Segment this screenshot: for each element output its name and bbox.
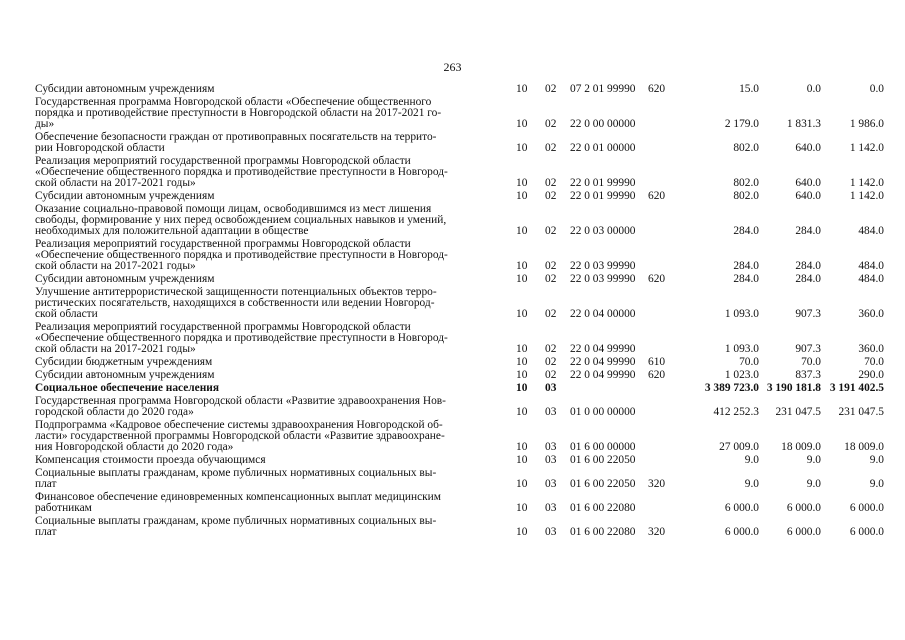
- section-code: 10: [516, 478, 528, 490]
- amount-year-2: 0.0: [806, 83, 821, 95]
- amount-year-3: 9.0: [869, 454, 884, 466]
- row-name-line: ласти» государственной программы Новгородской области «Развитие здравоохране-: [35, 430, 445, 442]
- amount-year-3: 231 047.5: [838, 406, 884, 418]
- amount-year-2: 9.0: [806, 478, 821, 490]
- expense-type-code: 620: [648, 190, 666, 202]
- amount-year-2: 284.0: [795, 225, 821, 237]
- row-name: [35, 156, 513, 189]
- table-row: [35, 238, 884, 272]
- table-row: [35, 286, 884, 320]
- amount-year-1: 9.0: [744, 454, 759, 466]
- amount-year-2: 231 047.5: [775, 406, 821, 418]
- subsection-code: 02: [545, 273, 557, 285]
- row-name-line: «Обеспечение общественного порядка и противодействие преступности в Новгород-: [35, 166, 448, 178]
- section-code: 10: [516, 382, 528, 394]
- table-row: [35, 190, 884, 202]
- expense-type-code: 320: [648, 478, 666, 490]
- amount-year-1: 802.0: [733, 142, 759, 154]
- table-row: [35, 491, 884, 514]
- section-code: 10: [516, 308, 528, 320]
- amount-year-3: 9.0: [869, 478, 884, 490]
- subsection-code: 03: [545, 406, 557, 418]
- amount-year-3: 6 000.0: [849, 526, 884, 538]
- subsection-code: 02: [545, 225, 557, 237]
- row-name: [35, 383, 513, 394]
- amount-year-1: 6 000.0: [724, 502, 759, 514]
- row-name: [35, 468, 513, 490]
- amount-year-1: 2 179.0: [724, 118, 759, 130]
- amount-year-2: 640.0: [795, 142, 821, 154]
- row-name-line: ской области на 2017-2021 годы»: [35, 343, 196, 355]
- amount-year-3: 360.0: [858, 308, 884, 320]
- target-article-code: 01 6 00 22080: [570, 502, 636, 514]
- amount-year-2: 284.0: [795, 260, 821, 272]
- row-name: [35, 132, 513, 154]
- amount-year-2: 6 000.0: [786, 502, 821, 514]
- amount-year-2: 9.0: [806, 454, 821, 466]
- amount-year-2: 284.0: [795, 273, 821, 285]
- row-name-line: ния Новгородской области до 2020 года»: [35, 441, 234, 453]
- amount-year-1: 1 023.0: [724, 369, 759, 381]
- amount-year-1: 1 093.0: [724, 308, 759, 320]
- row-name-line: городской области до 2020 года»: [35, 406, 194, 418]
- row-name-line: ристических посягательств, находящихся в собственности или ведении Новгород-: [35, 297, 435, 309]
- section-code: 10: [516, 454, 528, 466]
- amount-year-2: 1 831.3: [786, 118, 821, 130]
- target-article-code: 22 0 03 99990: [570, 260, 636, 272]
- row-name-line: ской области на 2017-2021 годы»: [35, 260, 196, 272]
- row-name: [35, 516, 513, 538]
- row-name-line: работникам: [35, 502, 92, 514]
- target-article-code: 22 0 01 00000: [570, 142, 636, 154]
- table-row: [35, 96, 884, 130]
- section-code: 10: [516, 118, 528, 130]
- target-article-code: 22 0 04 99990: [570, 356, 636, 368]
- amount-year-1: 27 009.0: [719, 441, 759, 453]
- amount-year-2: 837.3: [795, 369, 821, 381]
- row-name: [35, 396, 513, 418]
- section-code: 10: [516, 83, 528, 95]
- expense-type-code: 620: [648, 83, 666, 95]
- section-code: 10: [516, 369, 528, 381]
- target-article-code: 22 0 04 99990: [570, 369, 636, 381]
- amount-year-1: 412 252.3: [713, 406, 759, 418]
- row-name-line: свободы, формирование у них перед освобождением социальных навыков и умений,: [35, 214, 447, 226]
- section-code: 10: [516, 441, 528, 453]
- row-name: [35, 370, 513, 381]
- section-code: 10: [516, 356, 528, 368]
- amount-year-2: 70.0: [801, 356, 821, 368]
- section-code: 10: [516, 260, 528, 272]
- subsection-code: 02: [545, 260, 557, 272]
- subsection-code: 02: [545, 190, 557, 202]
- row-name-line: плат: [35, 478, 57, 490]
- section-code: 10: [516, 502, 528, 514]
- table-row: [35, 395, 884, 418]
- target-article-code: 01 6 00 22080: [570, 526, 636, 538]
- amount-year-1: 15.0: [739, 83, 759, 95]
- amount-year-1: 70.0: [739, 356, 759, 368]
- table-row: [35, 203, 884, 237]
- row-name: [35, 322, 513, 355]
- amount-year-2: 3 190 181.8: [766, 382, 821, 394]
- amount-year-3: 18 009.0: [844, 441, 884, 453]
- target-article-code: 07 2 01 99990: [570, 83, 636, 95]
- table-row: [35, 454, 884, 466]
- amount-year-3: 1 142.0: [849, 142, 884, 154]
- amount-year-2: 640.0: [795, 190, 821, 202]
- row-name: [35, 492, 513, 514]
- amount-year-3: 3 191 402.5: [829, 382, 884, 394]
- expense-type-code: 610: [648, 356, 666, 368]
- row-name-line: Реализация мероприятий государственной программы Новгородской области: [35, 238, 411, 250]
- table-row: [35, 273, 884, 285]
- target-article-code: 01 6 00 22050: [570, 478, 636, 490]
- row-name: [35, 420, 513, 453]
- row-name-line: Государственная программа Новгородской области «Обеспечение общественного: [35, 96, 432, 108]
- section-code: 10: [516, 177, 528, 189]
- row-name-line: «Обеспечение общественного порядка и противодействие преступности в Новгород-: [35, 332, 448, 344]
- row-name: [35, 97, 513, 130]
- row-name-line: необходимых для положительной адаптации в обществе: [35, 225, 309, 237]
- amount-year-1: 3 389 723.0: [704, 382, 759, 394]
- table-row: [35, 369, 884, 381]
- expense-type-code: 320: [648, 526, 666, 538]
- row-name-line: Государственная программа Новгородской области «Развитие здравоохранения Нов-: [35, 395, 446, 407]
- subsection-code: 02: [545, 308, 557, 320]
- amount-year-3: 70.0: [864, 356, 884, 368]
- row-name: [35, 274, 513, 285]
- row-name-line: Субсидии бюджетным учреждениям: [35, 356, 213, 368]
- table-row: [35, 321, 884, 355]
- row-name: [35, 191, 513, 202]
- row-name-line: Реализация мероприятий государственной программы Новгородской области: [35, 155, 411, 167]
- target-article-code: 22 0 04 00000: [570, 308, 636, 320]
- row-name-line: Субсидии автономным учреждениям: [35, 273, 215, 285]
- subsection-code: 02: [545, 369, 557, 381]
- amount-year-3: 290.0: [858, 369, 884, 381]
- row-name-line: ской области: [35, 308, 98, 320]
- row-name-line: плат: [35, 526, 57, 538]
- table-row: [35, 356, 884, 368]
- table-row: [35, 467, 884, 490]
- table-row: [35, 515, 884, 538]
- row-name-line: Компенсация стоимости проезда обучающимся: [35, 454, 266, 466]
- target-article-code: 22 0 03 00000: [570, 225, 636, 237]
- subsection-code: 03: [545, 526, 557, 538]
- amount-year-1: 284.0: [733, 260, 759, 272]
- amount-year-2: 6 000.0: [786, 526, 821, 538]
- budget-table: [35, 83, 884, 538]
- amount-year-1: 284.0: [733, 225, 759, 237]
- target-article-code: 22 0 04 99990: [570, 343, 636, 355]
- subsection-code: 03: [545, 454, 557, 466]
- subsection-code: 02: [545, 343, 557, 355]
- table-row: [35, 382, 884, 394]
- section-code: 10: [516, 273, 528, 285]
- subsection-code: 02: [545, 83, 557, 95]
- row-name-line: порядка и противодействие преступности в Новгородской области на 2017-2021 го-: [35, 107, 442, 119]
- row-name: [35, 455, 513, 466]
- row-name-line: Обеспечение безопасности граждан от противоправных посягательств на террито-: [35, 131, 437, 143]
- amount-year-3: 1 142.0: [849, 177, 884, 189]
- table-row: [35, 419, 884, 453]
- amount-year-1: 9.0: [744, 478, 759, 490]
- table-row: [35, 83, 884, 95]
- row-name-line: Подпрограмма «Кадровое обеспечение системы здравоохранения Новгородской об-: [35, 419, 443, 431]
- row-name-line: Социальное обеспечение населения: [35, 382, 219, 394]
- row-name-line: ды»: [35, 118, 55, 130]
- row-name-line: рии Новгородской области: [35, 142, 165, 154]
- target-article-code: 22 0 03 99990: [570, 273, 636, 285]
- section-code: 10: [516, 406, 528, 418]
- amount-year-1: 802.0: [733, 177, 759, 189]
- row-name: [35, 239, 513, 272]
- row-name-line: Оказание социально-правовой помощи лицам, освободившимся из мест лишения: [35, 203, 432, 215]
- amount-year-1: 1 093.0: [724, 343, 759, 355]
- expense-type-code: 620: [648, 273, 666, 285]
- amount-year-1: 6 000.0: [724, 526, 759, 538]
- row-name-line: Реализация мероприятий государственной программы Новгородской области: [35, 321, 411, 333]
- amount-year-2: 18 009.0: [781, 441, 821, 453]
- amount-year-3: 0.0: [869, 83, 884, 95]
- section-code: 10: [516, 190, 528, 202]
- amount-year-3: 360.0: [858, 343, 884, 355]
- amount-year-3: 6 000.0: [849, 502, 884, 514]
- row-name: [35, 287, 513, 320]
- row-name-line: Социальные выплаты гражданам, кроме публичных нормативных социальных вы-: [35, 515, 437, 527]
- target-article-code: 01 6 00 22050: [570, 454, 636, 466]
- table-row: [35, 155, 884, 189]
- target-article-code: 01 6 00 00000: [570, 441, 636, 453]
- section-code: 10: [516, 343, 528, 355]
- row-name: [35, 357, 513, 368]
- section-code: 10: [516, 142, 528, 154]
- row-name-line: Социальные выплаты гражданам, кроме публичных нормативных социальных вы-: [35, 467, 437, 479]
- subsection-code: 03: [545, 502, 557, 514]
- subsection-code: 02: [545, 177, 557, 189]
- table-row: [35, 131, 884, 154]
- amount-year-1: 284.0: [733, 273, 759, 285]
- amount-year-3: 484.0: [858, 225, 884, 237]
- amount-year-3: 1 142.0: [849, 190, 884, 202]
- target-article-code: 22 0 00 00000: [570, 118, 636, 130]
- amount-year-3: 1 986.0: [849, 118, 884, 130]
- page-number: 263: [443, 60, 462, 74]
- row-name-line: Субсидии автономным учреждениям: [35, 83, 215, 95]
- section-code: 10: [516, 526, 528, 538]
- row-name-line: «Обеспечение общественного порядка и противодействие преступности в Новгород-: [35, 249, 448, 261]
- amount-year-2: 640.0: [795, 177, 821, 189]
- row-name-line: Финансовое обеспечение единовременных компенсационных выплат медицинским: [35, 491, 441, 503]
- row-name: [35, 84, 513, 95]
- row-name: [35, 204, 513, 237]
- subsection-code: 03: [545, 478, 557, 490]
- row-name-line: Улучшение антитеррористической защищенности потенциальных объектов терро-: [35, 286, 437, 298]
- row-name-line: Субсидии автономным учреждениям: [35, 369, 215, 381]
- target-article-code: 01 0 00 00000: [570, 406, 636, 418]
- subsection-code: 02: [545, 356, 557, 368]
- target-article-code: 22 0 01 99990: [570, 177, 636, 189]
- subsection-code: 03: [545, 441, 557, 453]
- target-article-code: 22 0 01 99990: [570, 190, 636, 202]
- amount-year-3: 484.0: [858, 260, 884, 272]
- section-code: 10: [516, 225, 528, 237]
- amount-year-1: 802.0: [733, 190, 759, 202]
- amount-year-3: 484.0: [858, 273, 884, 285]
- subsection-code: 02: [545, 142, 557, 154]
- subsection-code: 02: [545, 118, 557, 130]
- row-name-line: Субсидии автономным учреждениям: [35, 190, 215, 202]
- expense-type-code: 620: [648, 369, 666, 381]
- row-name-line: ской области на 2017-2021 годы»: [35, 177, 196, 189]
- amount-year-2: 907.3: [795, 343, 821, 355]
- subsection-code: 03: [545, 382, 557, 394]
- amount-year-2: 907.3: [795, 308, 821, 320]
